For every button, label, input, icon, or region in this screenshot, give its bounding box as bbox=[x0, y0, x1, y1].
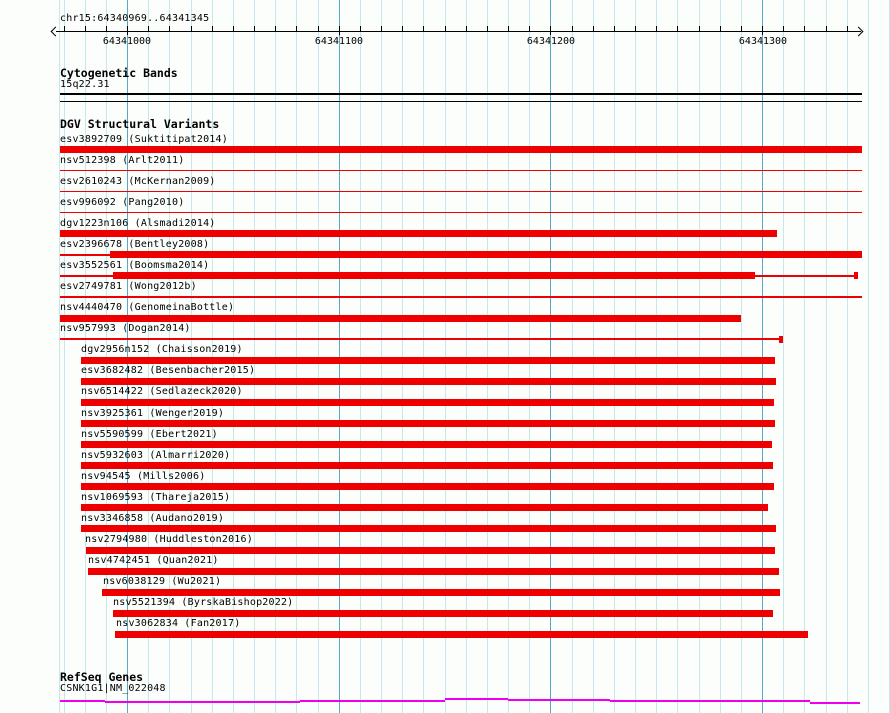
ruler-minor-tick bbox=[212, 26, 213, 31]
variant-bar[interactable] bbox=[81, 441, 772, 448]
gene-intron-line[interactable] bbox=[610, 700, 810, 702]
cytogenetic-band-line[interactable] bbox=[60, 93, 862, 95]
variant-label[interactable]: nsv3346858 (Audano2019) bbox=[81, 512, 225, 524]
gene-intron-line[interactable] bbox=[300, 700, 445, 702]
ruler-minor-tick bbox=[85, 26, 86, 31]
region-coordinates-label: chr15:64340969..64341345 bbox=[60, 13, 210, 24]
variant-span-line[interactable] bbox=[60, 296, 862, 298]
variant-bar[interactable] bbox=[81, 525, 776, 532]
variant-bar[interactable] bbox=[113, 272, 755, 279]
variant-label[interactable]: nsv5521394 (ByrskaBishop2022) bbox=[113, 597, 294, 609]
ruler-minor-tick bbox=[64, 26, 65, 31]
ruler-minor-tick bbox=[656, 26, 657, 31]
variant-label[interactable]: nsv4742451 (Quan2021) bbox=[88, 555, 219, 567]
ruler-minor-tick bbox=[699, 26, 700, 31]
variant-bar[interactable] bbox=[60, 230, 777, 237]
ruler-minor-tick bbox=[508, 26, 509, 31]
variant-label[interactable]: dgv2956n152 (Chaisson2019) bbox=[81, 344, 243, 356]
variant-label[interactable]: nsv5932603 (Almarri2020) bbox=[81, 449, 231, 461]
ruler-coordinate-label: 64341100 bbox=[314, 36, 364, 47]
variant-bar[interactable] bbox=[779, 336, 783, 343]
variant-bar[interactable] bbox=[115, 631, 808, 638]
refseq-gene-label[interactable]: CSNK1G1|NM_022048 bbox=[60, 683, 166, 694]
variant-label[interactable]: nsv5590599 (Ebert2021) bbox=[81, 428, 218, 440]
variant-span-line[interactable] bbox=[60, 191, 862, 193]
variant-label[interactable]: nsv957993 (Dogan2014) bbox=[60, 323, 191, 335]
ruler-minor-tick bbox=[233, 26, 234, 31]
ruler-right-arrow-icon bbox=[854, 26, 864, 36]
variant-bar[interactable] bbox=[81, 504, 768, 511]
ruler-minor-tick bbox=[275, 26, 276, 31]
ruler-minor-tick bbox=[487, 26, 488, 31]
cytogenetic-band-line[interactable] bbox=[60, 101, 862, 103]
ruler-major-tick bbox=[762, 26, 763, 35]
variant-label[interactable]: esv3552561 (Boomsma2014) bbox=[60, 259, 210, 271]
variant-bar[interactable] bbox=[81, 378, 776, 385]
variant-bar[interactable] bbox=[854, 272, 858, 279]
variant-bar[interactable] bbox=[113, 610, 773, 617]
ruler-coordinate-label: 64341000 bbox=[102, 36, 152, 47]
refseq-genes-title: RefSeq Genes bbox=[60, 670, 144, 684]
variant-bar[interactable] bbox=[102, 589, 780, 596]
cytogenetic-bands-title: Cytogenetic Bands bbox=[60, 66, 178, 80]
variant-bar[interactable] bbox=[81, 483, 774, 490]
ruler-minor-tick bbox=[677, 26, 678, 31]
ruler-minor-tick bbox=[847, 26, 848, 31]
gridline-minor bbox=[847, 0, 848, 713]
ruler-minor-tick bbox=[402, 26, 403, 31]
ruler-minor-tick bbox=[720, 26, 721, 31]
variant-bar[interactable] bbox=[60, 315, 741, 322]
variant-bar[interactable] bbox=[81, 399, 774, 406]
ruler-minor-tick bbox=[783, 26, 784, 31]
gridline-minor bbox=[868, 0, 869, 713]
variant-label[interactable]: dgv1223n106 (Alsmadi2014) bbox=[60, 217, 216, 229]
ruler-minor-tick bbox=[572, 26, 573, 31]
ruler-minor-tick bbox=[826, 26, 827, 31]
variant-label[interactable]: nsv94545 (Mills2006) bbox=[81, 470, 206, 482]
variant-label[interactable]: esv2396678 (Bentley2008) bbox=[60, 238, 210, 250]
variant-label[interactable]: esv3892709 (Suktitipat2014) bbox=[60, 133, 228, 145]
gridline-minor bbox=[64, 0, 65, 713]
variant-label[interactable]: nsv6038129 (Wu2021) bbox=[103, 576, 222, 588]
dgv-structural-variants-title: DGV Structural Variants bbox=[60, 117, 220, 131]
ruler-minor-tick bbox=[106, 26, 107, 31]
ruler-coordinate-label: 64341300 bbox=[738, 36, 788, 47]
variant-span-line[interactable] bbox=[60, 275, 113, 277]
ruler-minor-tick bbox=[148, 26, 149, 31]
ruler-minor-tick bbox=[593, 26, 594, 31]
variant-bar[interactable] bbox=[60, 146, 862, 153]
variant-label[interactable]: nsv3925361 (Wenger2019) bbox=[81, 407, 225, 419]
ruler-axis-line bbox=[56, 31, 861, 32]
variant-span-line[interactable] bbox=[60, 254, 110, 256]
ruler-minor-tick bbox=[254, 26, 255, 31]
ruler-major-tick bbox=[127, 26, 128, 35]
variant-label[interactable]: nsv512398 (Arlt2011) bbox=[60, 154, 185, 166]
cytogenetic-band-label[interactable]: 15q22.31 bbox=[60, 79, 110, 90]
ruler-minor-tick bbox=[191, 26, 192, 31]
ruler-minor-tick bbox=[445, 26, 446, 31]
variant-label[interactable]: esv2749781 (Wong2012b) bbox=[60, 281, 197, 293]
gene-intron-line[interactable] bbox=[445, 698, 508, 700]
variant-span-line[interactable] bbox=[60, 338, 779, 340]
ruler-minor-tick bbox=[360, 26, 361, 31]
variant-label[interactable]: nsv3062834 (Fan2017) bbox=[116, 618, 241, 630]
ruler-coordinate-label: 64341200 bbox=[526, 36, 576, 47]
variant-bar[interactable] bbox=[81, 357, 775, 364]
ruler-minor-tick bbox=[804, 26, 805, 31]
variant-label[interactable]: nsv6514422 (Sedlazeck2020) bbox=[81, 386, 243, 398]
variant-bar[interactable] bbox=[86, 547, 775, 554]
gene-intron-line[interactable] bbox=[508, 699, 610, 701]
variant-label[interactable]: nsv2794980 (Huddleston2016) bbox=[85, 534, 253, 546]
variant-label[interactable]: esv996092 (Pang2010) bbox=[60, 196, 185, 208]
variant-span-line[interactable] bbox=[60, 170, 862, 172]
gene-intron-line[interactable] bbox=[810, 702, 860, 704]
variant-bar[interactable] bbox=[81, 420, 775, 427]
variant-label[interactable]: nsv1069593 (Thareja2015) bbox=[81, 491, 231, 503]
ruler-major-tick bbox=[550, 26, 551, 35]
ruler-minor-tick bbox=[635, 26, 636, 31]
variant-label[interactable]: esv2610243 (McKernan2009) bbox=[60, 175, 216, 187]
ruler-minor-tick bbox=[381, 26, 382, 31]
ruler-major-tick bbox=[339, 26, 340, 35]
ruler-minor-tick bbox=[529, 26, 530, 31]
ruler-minor-tick bbox=[318, 26, 319, 31]
variant-bar[interactable] bbox=[81, 462, 773, 469]
ruler-minor-tick bbox=[466, 26, 467, 31]
variant-label[interactable]: esv3682482 (Besenbacher2015) bbox=[81, 365, 256, 377]
ruler-minor-tick bbox=[741, 26, 742, 31]
variant-span-line[interactable] bbox=[60, 212, 862, 214]
gene-intron-line[interactable] bbox=[105, 701, 300, 703]
gridline-minor bbox=[804, 0, 805, 713]
gene-intron-line[interactable] bbox=[60, 700, 105, 702]
variant-span-line[interactable] bbox=[755, 275, 854, 277]
variant-bar[interactable] bbox=[110, 251, 862, 258]
ruler-minor-tick bbox=[614, 26, 615, 31]
variant-label[interactable]: nsv4440470 (GenomeinaBottle) bbox=[60, 302, 235, 314]
ruler-minor-tick bbox=[423, 26, 424, 31]
gridline bbox=[59, 0, 60, 713]
ruler-minor-tick bbox=[169, 26, 170, 31]
ruler-minor-tick bbox=[296, 26, 297, 31]
gridline-minor bbox=[783, 0, 784, 713]
gridline-minor bbox=[826, 0, 827, 713]
variant-bar[interactable] bbox=[88, 568, 779, 575]
